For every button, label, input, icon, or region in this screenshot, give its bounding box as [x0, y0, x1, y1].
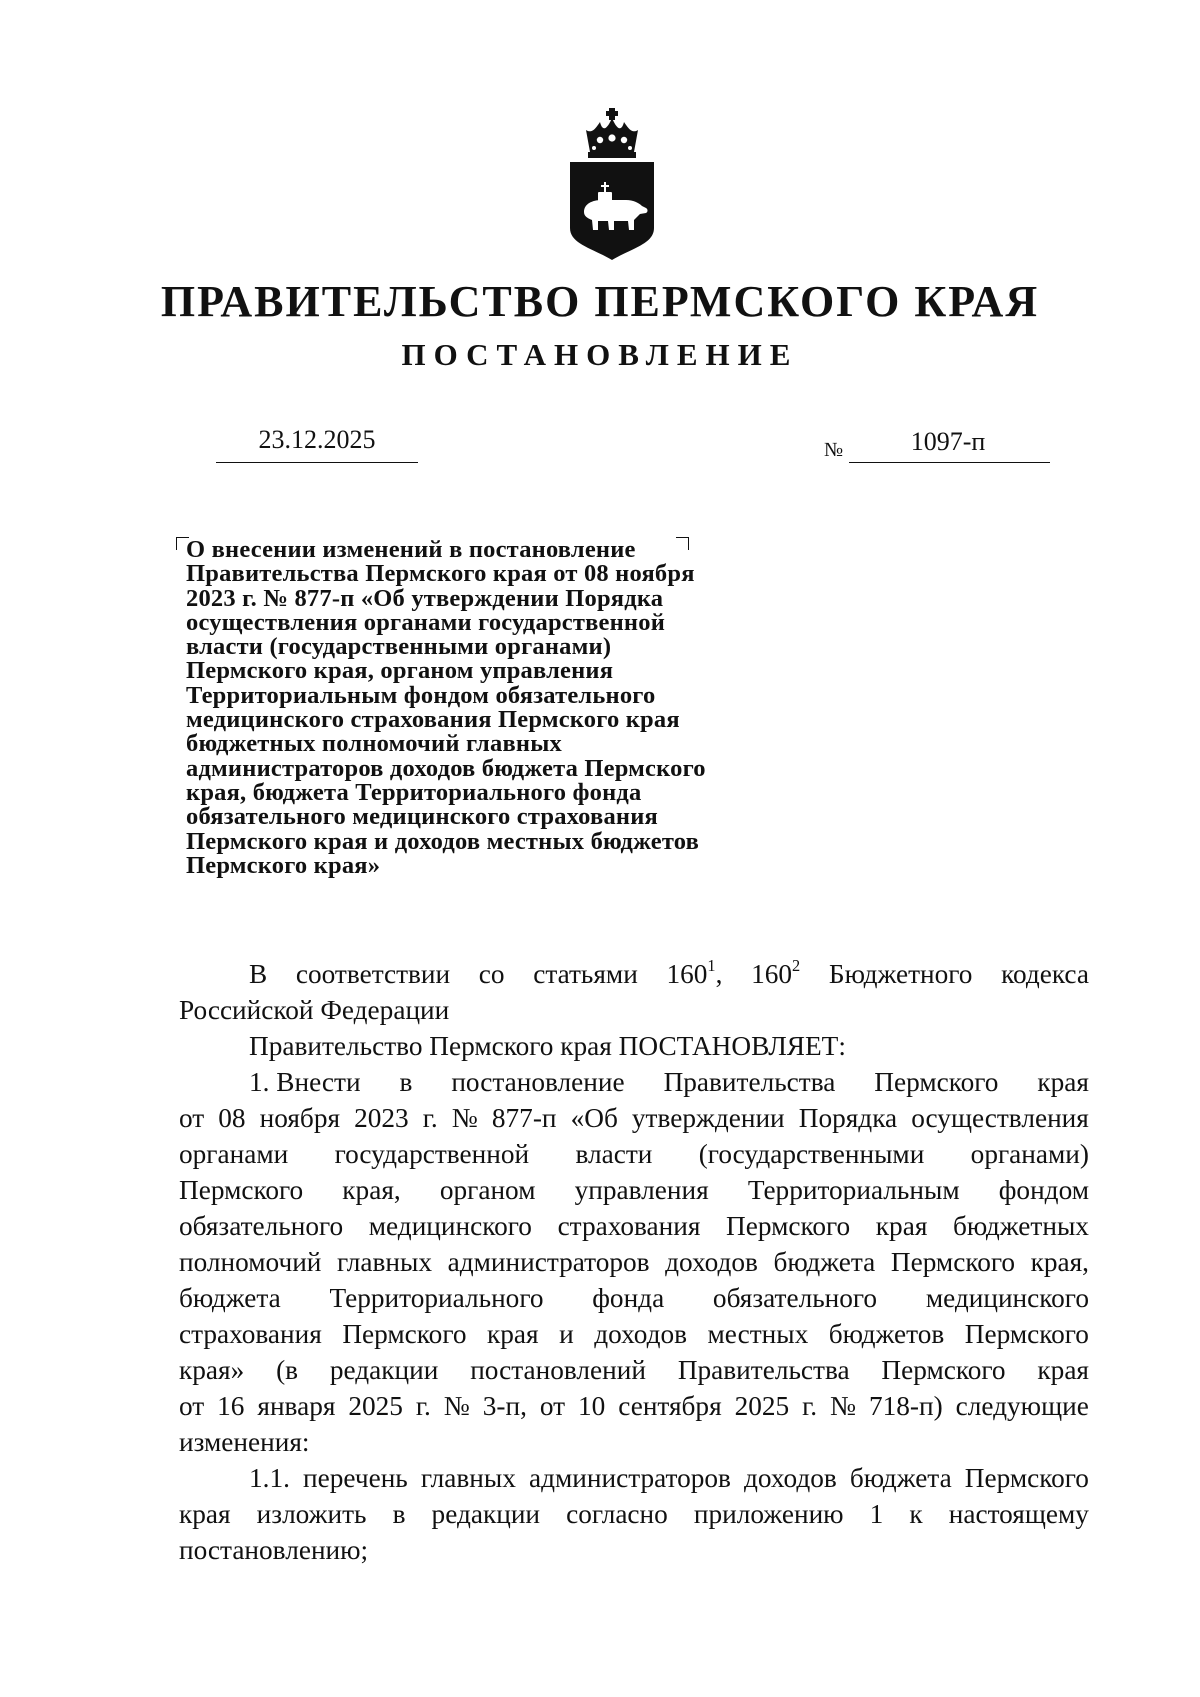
date-underline: [216, 462, 418, 463]
article-reference-1: $160^1$,: [666, 956, 723, 989]
word: Пермского: [874, 1067, 999, 1097]
text-line: [179, 1388, 1089, 1424]
word: 2023: [354, 1103, 409, 1133]
word: страхования: [179, 1319, 322, 1349]
word: страхования: [557, 1211, 701, 1241]
subject-line: Пермского края, органом управления: [186, 657, 614, 685]
word: главных: [420, 1463, 516, 1493]
perm-krai-coat-of-arms-emblem: [568, 108, 656, 260]
word: 08: [218, 1103, 246, 1133]
text-line: [179, 1100, 1089, 1136]
article-reference-2: $160^2$: [751, 956, 801, 989]
text-line: [179, 1244, 1089, 1280]
word: управления: [574, 1175, 709, 1205]
word: к: [909, 1499, 923, 1529]
word: доходов: [665, 1247, 758, 1277]
word: Территориального: [329, 1283, 544, 1313]
word: края,: [1030, 1247, 1089, 1277]
document-body: [179, 956, 1089, 1568]
word: Пермского: [964, 1463, 1089, 1493]
word: 877-п: [491, 1103, 557, 1133]
word: от: [539, 1391, 566, 1421]
word: 2025: [734, 1391, 790, 1421]
text-line-last: изменения:: [179, 1427, 310, 1457]
word: фондом: [998, 1175, 1089, 1205]
word: края,: [342, 1175, 401, 1205]
subject-line: Правительства Пермского края от 08 ноября: [186, 560, 695, 588]
word: края: [1037, 1067, 1089, 1097]
word: обязательного: [179, 1211, 344, 1241]
subject-line: края, бюджета Территориального фонда: [186, 778, 642, 806]
subject-line: администраторов доходов бюджета Пермского: [186, 754, 706, 782]
subject-line: Пермского края»: [186, 851, 381, 879]
text-line-last: постановлению;: [179, 1535, 369, 1565]
document-number-field: [824, 426, 1050, 466]
word: статьями: [533, 959, 638, 989]
text-line: [179, 1352, 1089, 1388]
word: полномочий: [179, 1247, 322, 1277]
word: ноября: [259, 1103, 341, 1133]
word: Пермского: [964, 1319, 1089, 1349]
word: №: [443, 1391, 470, 1421]
word: Порядка: [798, 1103, 898, 1133]
legal-basis-paragraph: [179, 956, 1089, 1028]
word: края: [1037, 1355, 1089, 1385]
word: следующие: [955, 1391, 1089, 1421]
word: обязательного: [712, 1283, 878, 1313]
legal-basis-line-2: Российской Федерации: [179, 995, 450, 1025]
word: администраторов: [529, 1463, 731, 1493]
word: органами): [970, 1139, 1089, 1169]
item-1-1-paragraph: [179, 1460, 1089, 1568]
subject-line: Пермского края и доходов местных бюджетов: [186, 827, 700, 855]
word: в: [399, 1067, 413, 1097]
word: края: [179, 1499, 231, 1529]
word: 1. Внести: [249, 1067, 361, 1097]
word: января: [257, 1391, 336, 1421]
word: В: [249, 959, 268, 989]
subject-line: обязательного медицинского страхования: [186, 803, 658, 831]
word: органом: [439, 1175, 536, 1205]
word: г.: [415, 1391, 431, 1421]
word: Правительства: [677, 1355, 850, 1385]
text-line: [179, 1316, 1089, 1352]
word: бюджета: [849, 1463, 952, 1493]
word: Пермского: [179, 1175, 304, 1205]
word: края: [487, 1319, 539, 1349]
word: власти: [575, 1139, 653, 1169]
subject-line: осуществления органами государственной: [186, 608, 666, 636]
word: бюджетных: [953, 1211, 1089, 1241]
word: изложить: [256, 1499, 367, 1529]
word: постановление: [451, 1067, 625, 1097]
word: Правительства: [663, 1067, 836, 1097]
subject-line: 2023 г. № 877-п «Об утверждении Порядка: [186, 584, 664, 612]
word: №: [451, 1103, 478, 1133]
word: (государственными: [698, 1139, 925, 1169]
text-line: [179, 1172, 1089, 1208]
word: редакции: [431, 1499, 541, 1529]
document-number: 1097-п: [910, 427, 986, 456]
legal-basis-line-1: [249, 956, 1089, 992]
text-line: [249, 1064, 1089, 1100]
word: г.: [422, 1103, 438, 1133]
word: Пермского: [342, 1319, 467, 1349]
word: доходов: [744, 1463, 837, 1493]
word: Пермского: [881, 1355, 1006, 1385]
word: от: [179, 1103, 205, 1133]
subject-line: власти (государственными органами): [186, 633, 612, 661]
word: настоящему: [948, 1499, 1089, 1529]
word: г.: [802, 1391, 818, 1421]
document-subject-title: [186, 538, 806, 878]
word: осуществления: [911, 1103, 1089, 1133]
word: 16: [217, 1391, 245, 1421]
word: приложению: [693, 1499, 844, 1529]
text-line: [179, 1496, 1089, 1532]
word: края»: [179, 1355, 245, 1385]
word: соответствии: [295, 959, 451, 989]
word: бюджетов: [828, 1319, 945, 1349]
word: 1.1.: [249, 1463, 290, 1493]
item-1-paragraph: [179, 1064, 1089, 1460]
word: 718-п): [868, 1391, 943, 1421]
document-type-title: ПОСТАНОВЛЕНИЕ: [401, 337, 799, 372]
word: органами: [179, 1139, 289, 1169]
number-sign: №: [824, 439, 844, 461]
word: Пермского: [726, 1211, 851, 1241]
subject-line: бюджетных полномочий главных: [186, 730, 562, 758]
word: от: [179, 1391, 205, 1421]
word: со: [478, 959, 505, 989]
word: и: [559, 1319, 574, 1349]
number-underline: [849, 462, 1050, 463]
word: бюджета: [179, 1283, 281, 1313]
word: перечень: [303, 1463, 408, 1493]
text-line: [179, 1280, 1089, 1316]
subject-line: О внесении изменений в постановление: [186, 536, 636, 563]
word: Пермского: [890, 1247, 1016, 1277]
subject-line: Территориальным фондом обязательного: [186, 681, 656, 709]
decree-paragraph: [179, 1028, 1089, 1064]
document-date: 23.12.2025: [258, 425, 376, 454]
word: утверждении: [631, 1103, 785, 1133]
word: (в: [276, 1355, 299, 1385]
word: государственной: [334, 1139, 530, 1169]
word: редакции: [329, 1355, 439, 1385]
text-line: [249, 1460, 1089, 1496]
text-line: [179, 1136, 1089, 1172]
word: постановлений: [470, 1355, 646, 1385]
government-title: ПРАВИТЕЛЬСТВО ПЕРМСКОГО КРАЯ: [160, 277, 1040, 326]
word: местных: [707, 1319, 809, 1349]
document-date-field: [216, 424, 418, 464]
word: главных: [337, 1247, 433, 1277]
word: №: [830, 1391, 857, 1421]
word: медицинского: [368, 1211, 532, 1241]
word: 10: [578, 1391, 606, 1421]
text-line: [179, 1208, 1089, 1244]
word: согласно: [566, 1499, 668, 1529]
word: сентября: [618, 1391, 722, 1421]
word: «Об: [570, 1103, 618, 1133]
word: в: [392, 1499, 406, 1529]
word: 3-п,: [482, 1391, 527, 1421]
word: 2025: [348, 1391, 403, 1421]
word: медицинского: [925, 1283, 1089, 1313]
subject-line: медицинского страхования Пермского края: [186, 706, 680, 734]
word: 1: [869, 1499, 884, 1529]
word: Бюджетного: [828, 959, 973, 989]
word: Территориальным: [747, 1175, 960, 1205]
decree-line: Правительство Пермского края ПОСТАНОВЛЯЕТ:: [249, 1031, 846, 1061]
word: бюджета: [773, 1247, 876, 1277]
word: фонда: [592, 1283, 665, 1313]
word: доходов: [594, 1319, 688, 1349]
word: администраторов: [447, 1247, 650, 1277]
word: края: [875, 1211, 928, 1241]
word: кодекса: [1001, 959, 1089, 989]
